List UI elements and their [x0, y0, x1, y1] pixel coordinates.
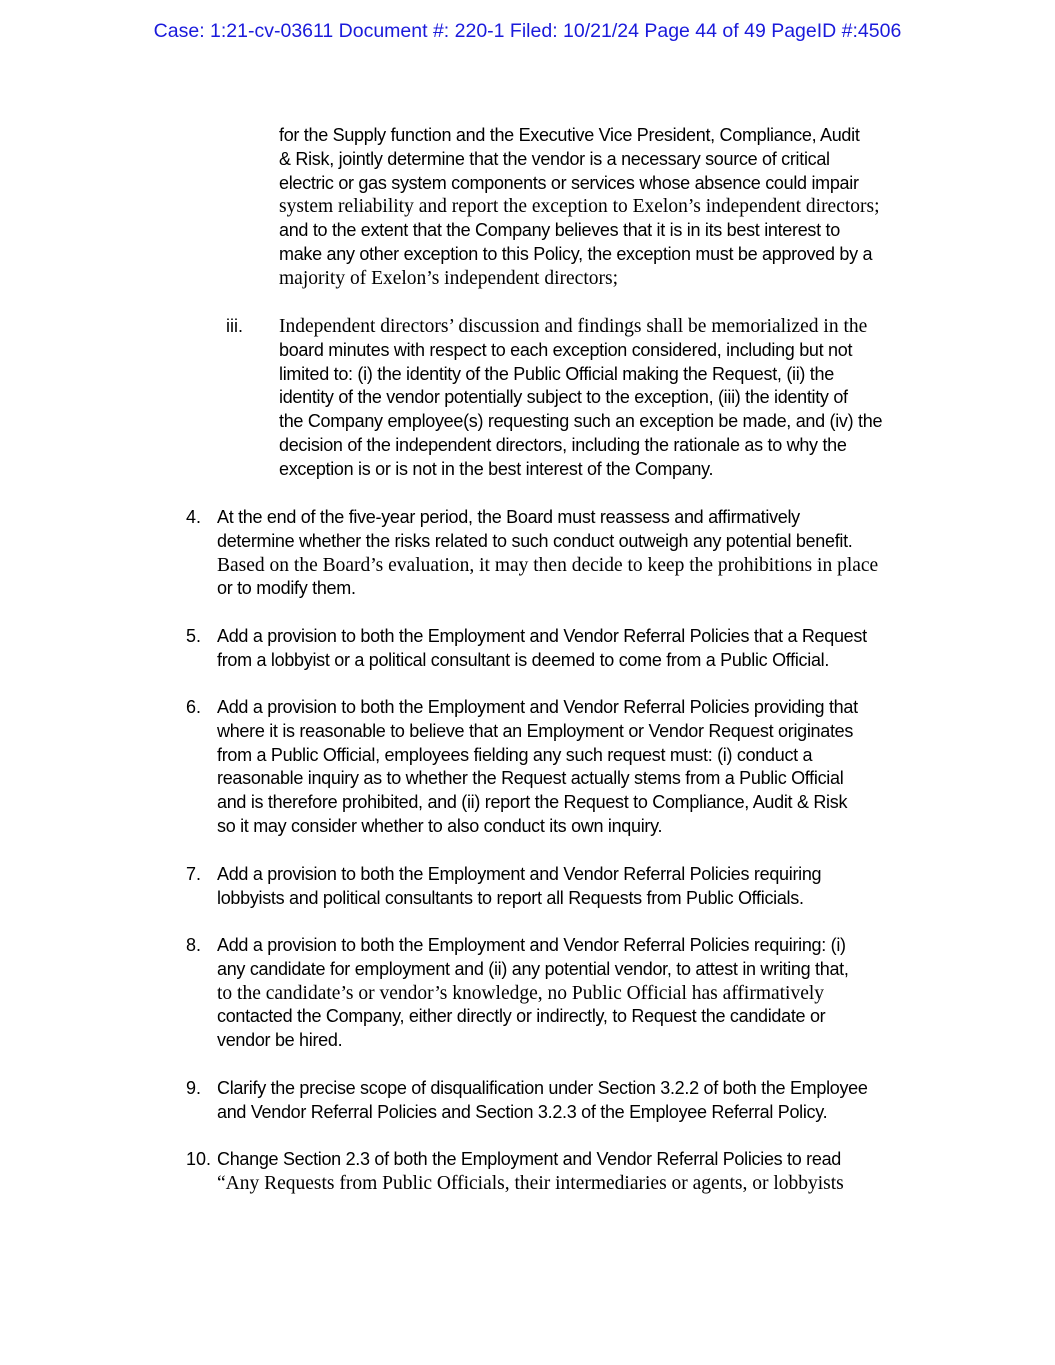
text-line: the Company employee(s) requesting such an exception be made, and (iv) the: [279, 411, 883, 432]
text-line: Add a provision to both the Employment and Vendor Referral Policies requiring: (i): [217, 935, 846, 955]
item-10-marker: 10.: [186, 1149, 212, 1169]
item-9-marker: 9.: [186, 1078, 202, 1098]
text-line: “Any Requests from Public Officials, their intermediaries or agents, or lobbyists: [217, 1172, 844, 1194]
text-line: to the candidate’s or vendor’s knowledge, no Public Official has affirmatively: [217, 982, 825, 1004]
item-5-text: [217, 625, 932, 673]
text-line: so it may consider whether to also conduct its own inquiry.: [217, 815, 663, 836]
text-line: reasonable inquiry as to whether the Request actually stems from a Public Official: [217, 768, 844, 789]
case-header-stamp: Case: 1:21-cv-03611 Document #: 220-1 Filed: 10/21/24 Page 44 of 49 PageID #:4506: [153, 20, 902, 42]
item-10-text: [217, 1148, 932, 1196]
continuation-paragraph: [279, 124, 929, 291]
text-line: contacted the Company, either directly or indirectly, to Request the candidate or: [217, 1006, 826, 1027]
text-line: from a Public Official, employees fielding any such request must: (i) conduct a: [217, 744, 813, 765]
text-line: vendor be hired.: [217, 1030, 343, 1051]
item-6-text: [217, 696, 932, 839]
item-7-text: [217, 863, 932, 911]
text-line: board minutes with respect to each exception considered, including but not: [279, 339, 853, 360]
text-line: system reliability and report the exception to Exelon’s independent directors;: [279, 196, 880, 218]
text-line: exception is or is not in the best interest of the Company.: [279, 458, 714, 479]
text-line: At the end of the five-year period, the Board must reassess and affirmatively: [217, 507, 800, 527]
text-line: Independent directors’ discussion and findings shall be memorialized in the: [279, 316, 868, 337]
item-8-marker: 8.: [186, 935, 202, 955]
text-line: any candidate for employment and (ii) any potential vendor, to attest in writing that,: [217, 958, 849, 979]
text-line: lobbyists and political consultants to report all Requests from Public Officials.: [217, 887, 804, 908]
text-line: electric or gas system components or services whose absence could impair: [279, 172, 859, 193]
text-line: and to the extent that the Company believes that it is in its best interest to: [279, 220, 840, 241]
item-4-marker: 4.: [186, 507, 202, 527]
text-line: from a lobbyist or a political consultant is deemed to come from a Public Official.: [217, 649, 830, 670]
text-line: & Risk, jointly determine that the vendor is a necessary source of critical: [279, 148, 830, 169]
text-line: decision of the independent directors, including the rationale as to why the: [279, 434, 847, 455]
text-line: for the Supply function and the Executive Vice President, Compliance, Audit: [279, 125, 860, 145]
text-line: and is therefore prohibited, and (ii) report the Request to Compliance, Audit & Risk: [217, 792, 848, 813]
item-8-text: [217, 934, 932, 1053]
text-line: Add a provision to both the Employment and Vendor Referral Policies requiring: [217, 864, 822, 884]
text-line: Based on the Board’s evaluation, it may then decide to keep the prohibitions in place: [217, 554, 879, 576]
text-line: identity of the vendor potentially subject to the exception, (iii) the identity of: [279, 387, 848, 408]
item-7-marker: 7.: [186, 864, 202, 884]
subitem-iii-marker: iii.: [226, 316, 243, 336]
text-line: Add a provision to both the Employment and Vendor Referral Policies that a Request: [217, 626, 867, 646]
text-line: Change Section 2.3 of both the Employment and Vendor Referral Policies to read: [217, 1149, 841, 1169]
item-5-marker: 5.: [186, 626, 202, 646]
subitem-iii-text: [279, 315, 929, 482]
text-line: limited to: (i) the identity of the Public Official making the Request, (ii) the: [279, 363, 834, 384]
text-line: Clarify the precise scope of disqualification under Section 3.2.2 of both the Employee: [217, 1078, 868, 1098]
text-line: and Vendor Referral Policies and Section 3.2.3 of the Employee Referral Policy.: [217, 1101, 828, 1122]
item-6-marker: 6.: [186, 697, 202, 717]
text-line: where it is reasonable to believe that an Employment or Vendor Request originates: [217, 720, 854, 741]
item-9-text: [217, 1077, 932, 1125]
item-4-text: [217, 506, 932, 601]
text-line: determine whether the risks related to such conduct outweigh any potential benefit.: [217, 530, 853, 551]
text-line: Add a provision to both the Employment and Vendor Referral Policies providing that: [217, 697, 858, 717]
text-line: majority of Exelon’s independent directors;: [279, 267, 618, 289]
text-line: or to modify them.: [217, 578, 356, 599]
text-line: make any other exception to this Policy, the exception must be approved by a: [279, 243, 873, 264]
